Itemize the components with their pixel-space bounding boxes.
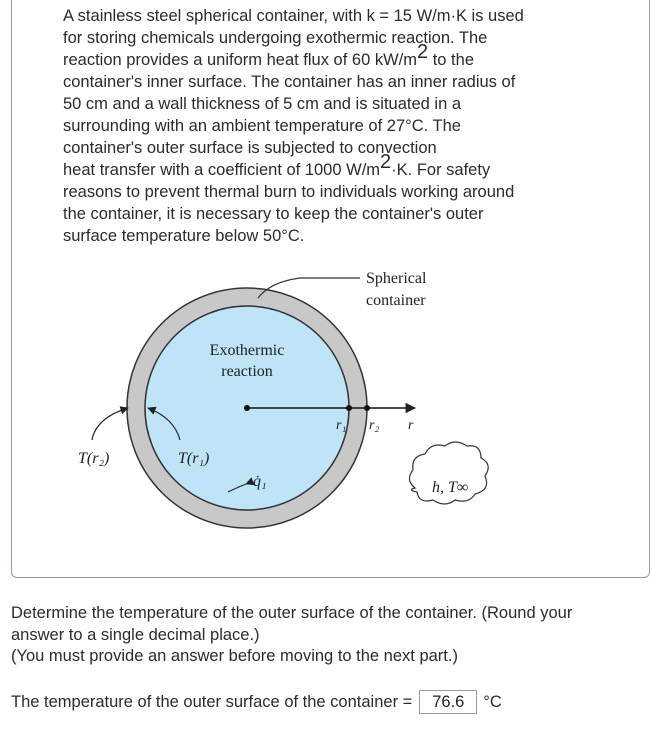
problem-line: heat transfer with a coefficient of 1000 W/m [63, 161, 381, 179]
problem-line: surrounding with an ambient temperature of 27°C. The [63, 117, 461, 135]
problem-line: to the [428, 51, 474, 69]
reaction-label: Exothermic [209, 342, 285, 359]
problem-line: for storing chemicals undergoing exothermic reaction. The [63, 29, 488, 47]
answer-input[interactable] [419, 690, 477, 714]
problem-line: the container, it is necessary to keep the container's outer [63, 205, 484, 223]
problem-line: ·K. For safety [391, 161, 491, 179]
problem-line: container's inner surface. The container has an inner radius of [63, 73, 516, 91]
problem-line: container's outer surface is subjected to convection [63, 139, 437, 157]
problem-statement [63, 5, 603, 247]
r2-label: r₂ [369, 418, 380, 433]
spherical-container-diagram [70, 260, 510, 530]
problem-line: 50 cm and a wall thickness of 5 cm and is situated in a [63, 95, 462, 113]
reaction-label: reaction [221, 363, 273, 380]
question-line: answer to a single decimal place.) [11, 625, 260, 644]
problem-line: A stainless steel spherical container, with k = 15 W/m·K is used [63, 7, 524, 25]
r1-label: r₁ [336, 418, 347, 433]
answer-row [11, 690, 502, 714]
answer-value: 76.6 [432, 693, 465, 711]
heat-flux-label: q̇₁ [253, 473, 267, 490]
convection-label: h, T∞ [432, 479, 469, 496]
superscript: 2 [380, 150, 392, 173]
problem-line: surface temperature below 50°C. [63, 227, 305, 245]
container-label: container [366, 292, 426, 309]
r2-dot [364, 405, 370, 411]
problem-line: reasons to prevent thermal burn to individuals working around [63, 183, 515, 201]
r1-dot [346, 405, 352, 411]
container-label: Spherical [366, 270, 427, 287]
answer-unit: °C [483, 692, 502, 711]
answer-prefix: The temperature of the outer surface of the container = [11, 692, 413, 711]
question-line: (You must provide an answer before moving to the next part.) [11, 647, 458, 665]
question-text [11, 603, 652, 668]
outer-temp-arrow [92, 408, 128, 440]
question-line: Determine the temperature of the outer surface of the container. (Round your [11, 604, 573, 622]
outer-temp-label: T(r₂) [78, 450, 110, 467]
problem-line: reaction provides a uniform heat flux of 60 kW/m [63, 51, 417, 69]
inner-temp-label: T(r₁) [178, 450, 210, 467]
superscript: 2 [417, 40, 429, 63]
r-label: r [408, 418, 414, 433]
